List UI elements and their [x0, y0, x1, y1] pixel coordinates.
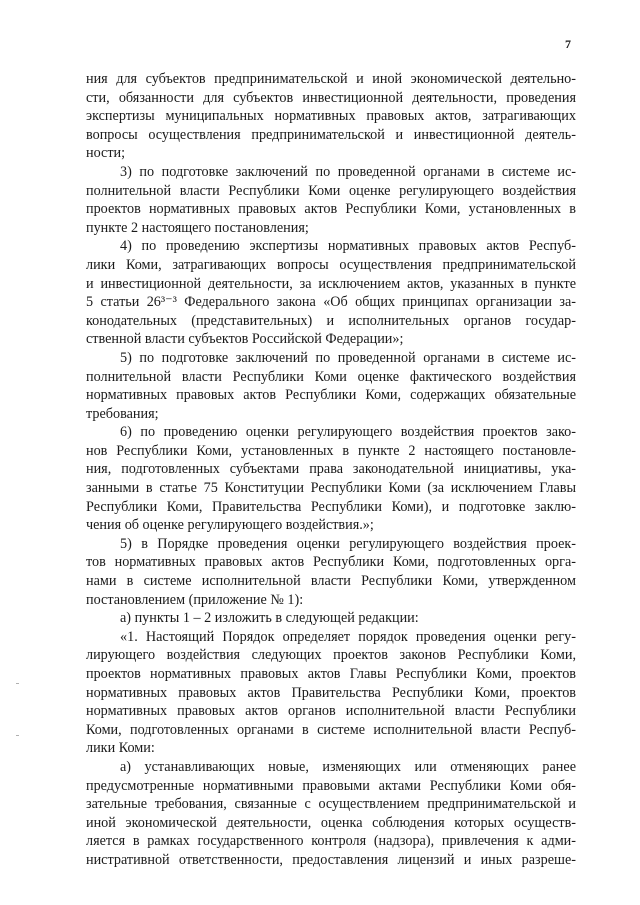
text-line: занными в статье 75 Конституции Республики Коми (за исключением Главы	[86, 480, 576, 497]
text-line: «1. Настоящий Порядок определяет порядок проведения оценки регу-	[120, 628, 576, 645]
text-line: сти, обязанности для субъектов инвестиционной деятельности, проведения	[86, 89, 576, 106]
text-line: ляется в рамках государственного контроля (надзора), привлечения к адми-	[86, 833, 576, 850]
text-line: нов Республики Коми, установленных в пункте 2 настоящего постановле-	[86, 442, 576, 459]
text-line: 5 статьи 26³⁻³ Федерального закона «Об общих принципах организации за-	[86, 294, 576, 311]
text-line: требования;	[86, 405, 159, 422]
page-number: 7	[565, 37, 571, 51]
text-line: полнительной власти Республики Коми оценке регулирующего воздействия	[86, 182, 576, 199]
text-line: нормативных правовых актов органов исполнительной власти Республики	[86, 703, 576, 720]
text-line: нистративной ответственности, предоставления лицензий и иных разреше-	[86, 851, 576, 868]
text-line: вопросы осуществления предпринимательской и инвестиционной деятель-	[86, 126, 576, 143]
text-line: лики Коми:	[86, 740, 155, 757]
text-line: лики Коми, затрагивающих вопросы осуществления предпринимательской	[86, 256, 576, 273]
text-line: предусмотренные нормативными правовыми актами Республики Коми обя-	[86, 777, 576, 794]
text-line: а) пункты 1 – 2 изложить в следующей редакции:	[120, 610, 419, 627]
text-line: Коми, подготовленных органами в системе исполнительной власти Респуб-	[86, 721, 576, 738]
text-line: полнительной власти Республики Коми оценке фактического воздействия	[86, 368, 576, 385]
text-line: 5) в Порядке проведения оценки регулирующего воздействия проек-	[120, 535, 576, 552]
text-line: ности;	[86, 145, 126, 162]
text-line: экспертизы муниципальных нормативных правовых актов, затрагивающих	[86, 108, 576, 125]
text-line: нормативных правовых актов Республики Коми, содержащих обязательные	[86, 387, 576, 404]
text-line: лирующего воздействия следующих проектов законов Республики Коми,	[86, 647, 576, 664]
text-line: ния для субъектов предпринимательской и иной экономической деятельно-	[86, 71, 576, 87]
text-line: 3) по подготовке заключений по проведенной органами в системе ис-	[120, 163, 576, 180]
text-line: иной экономической деятельности, оценка соблюдения которых осуществ-	[86, 814, 576, 831]
document-body-text	[86, 70, 576, 870]
text-line: 4) по проведению экспертизы нормативных правовых актов Респуб-	[120, 238, 576, 255]
text-line: и инвестиционной деятельности, за исключением актов, указанных в пункте	[86, 275, 576, 292]
text-line: ственной власти субъектов Российской Федерации»;	[86, 331, 404, 348]
text-line: нормативных правовых актов Правительства Республики Коми, проектов	[86, 684, 576, 701]
text-line: конодательных (представительных) и исполнительных органов государ-	[86, 312, 576, 329]
text-line: пункте 2 настоящего постановления;	[86, 219, 309, 236]
text-line: ния, подготовленных субъектами права законодательной инициативы, ука-	[86, 461, 576, 478]
text-line: чения об оценке регулирующего воздействия.»;	[86, 517, 374, 534]
text-line: нами в системе исполнительной власти Республики Коми, утвержденном	[86, 573, 576, 590]
text-line: 6) по проведению оценки регулирующего воздействия проектов зако-	[120, 424, 576, 441]
text-line: проектов нормативных правовых актов Республики Коми, установленных в	[86, 201, 576, 218]
scan-margin-mark	[16, 735, 19, 736]
text-line: проектов нормативных правовых актов Главы Республики Коми, проектов	[86, 666, 576, 682]
text-line: постановлением (приложение № 1):	[86, 591, 304, 608]
text-line: 5) по подготовке заключений по проведенной органами в системе ис-	[120, 349, 576, 366]
text-line: тов нормативных правовых актов Республики Коми, подготовленных орга-	[86, 554, 576, 571]
scan-margin-mark	[16, 683, 19, 684]
text-line: а) устанавливающих новые, изменяющих или отменяющих ранее	[120, 758, 576, 775]
text-line: Республики Коми, Правительства Республики Коми), и подготовке заклю-	[86, 498, 576, 515]
text-line: зательные требования, связанные с осуществлением предпринимательской и	[86, 796, 576, 813]
